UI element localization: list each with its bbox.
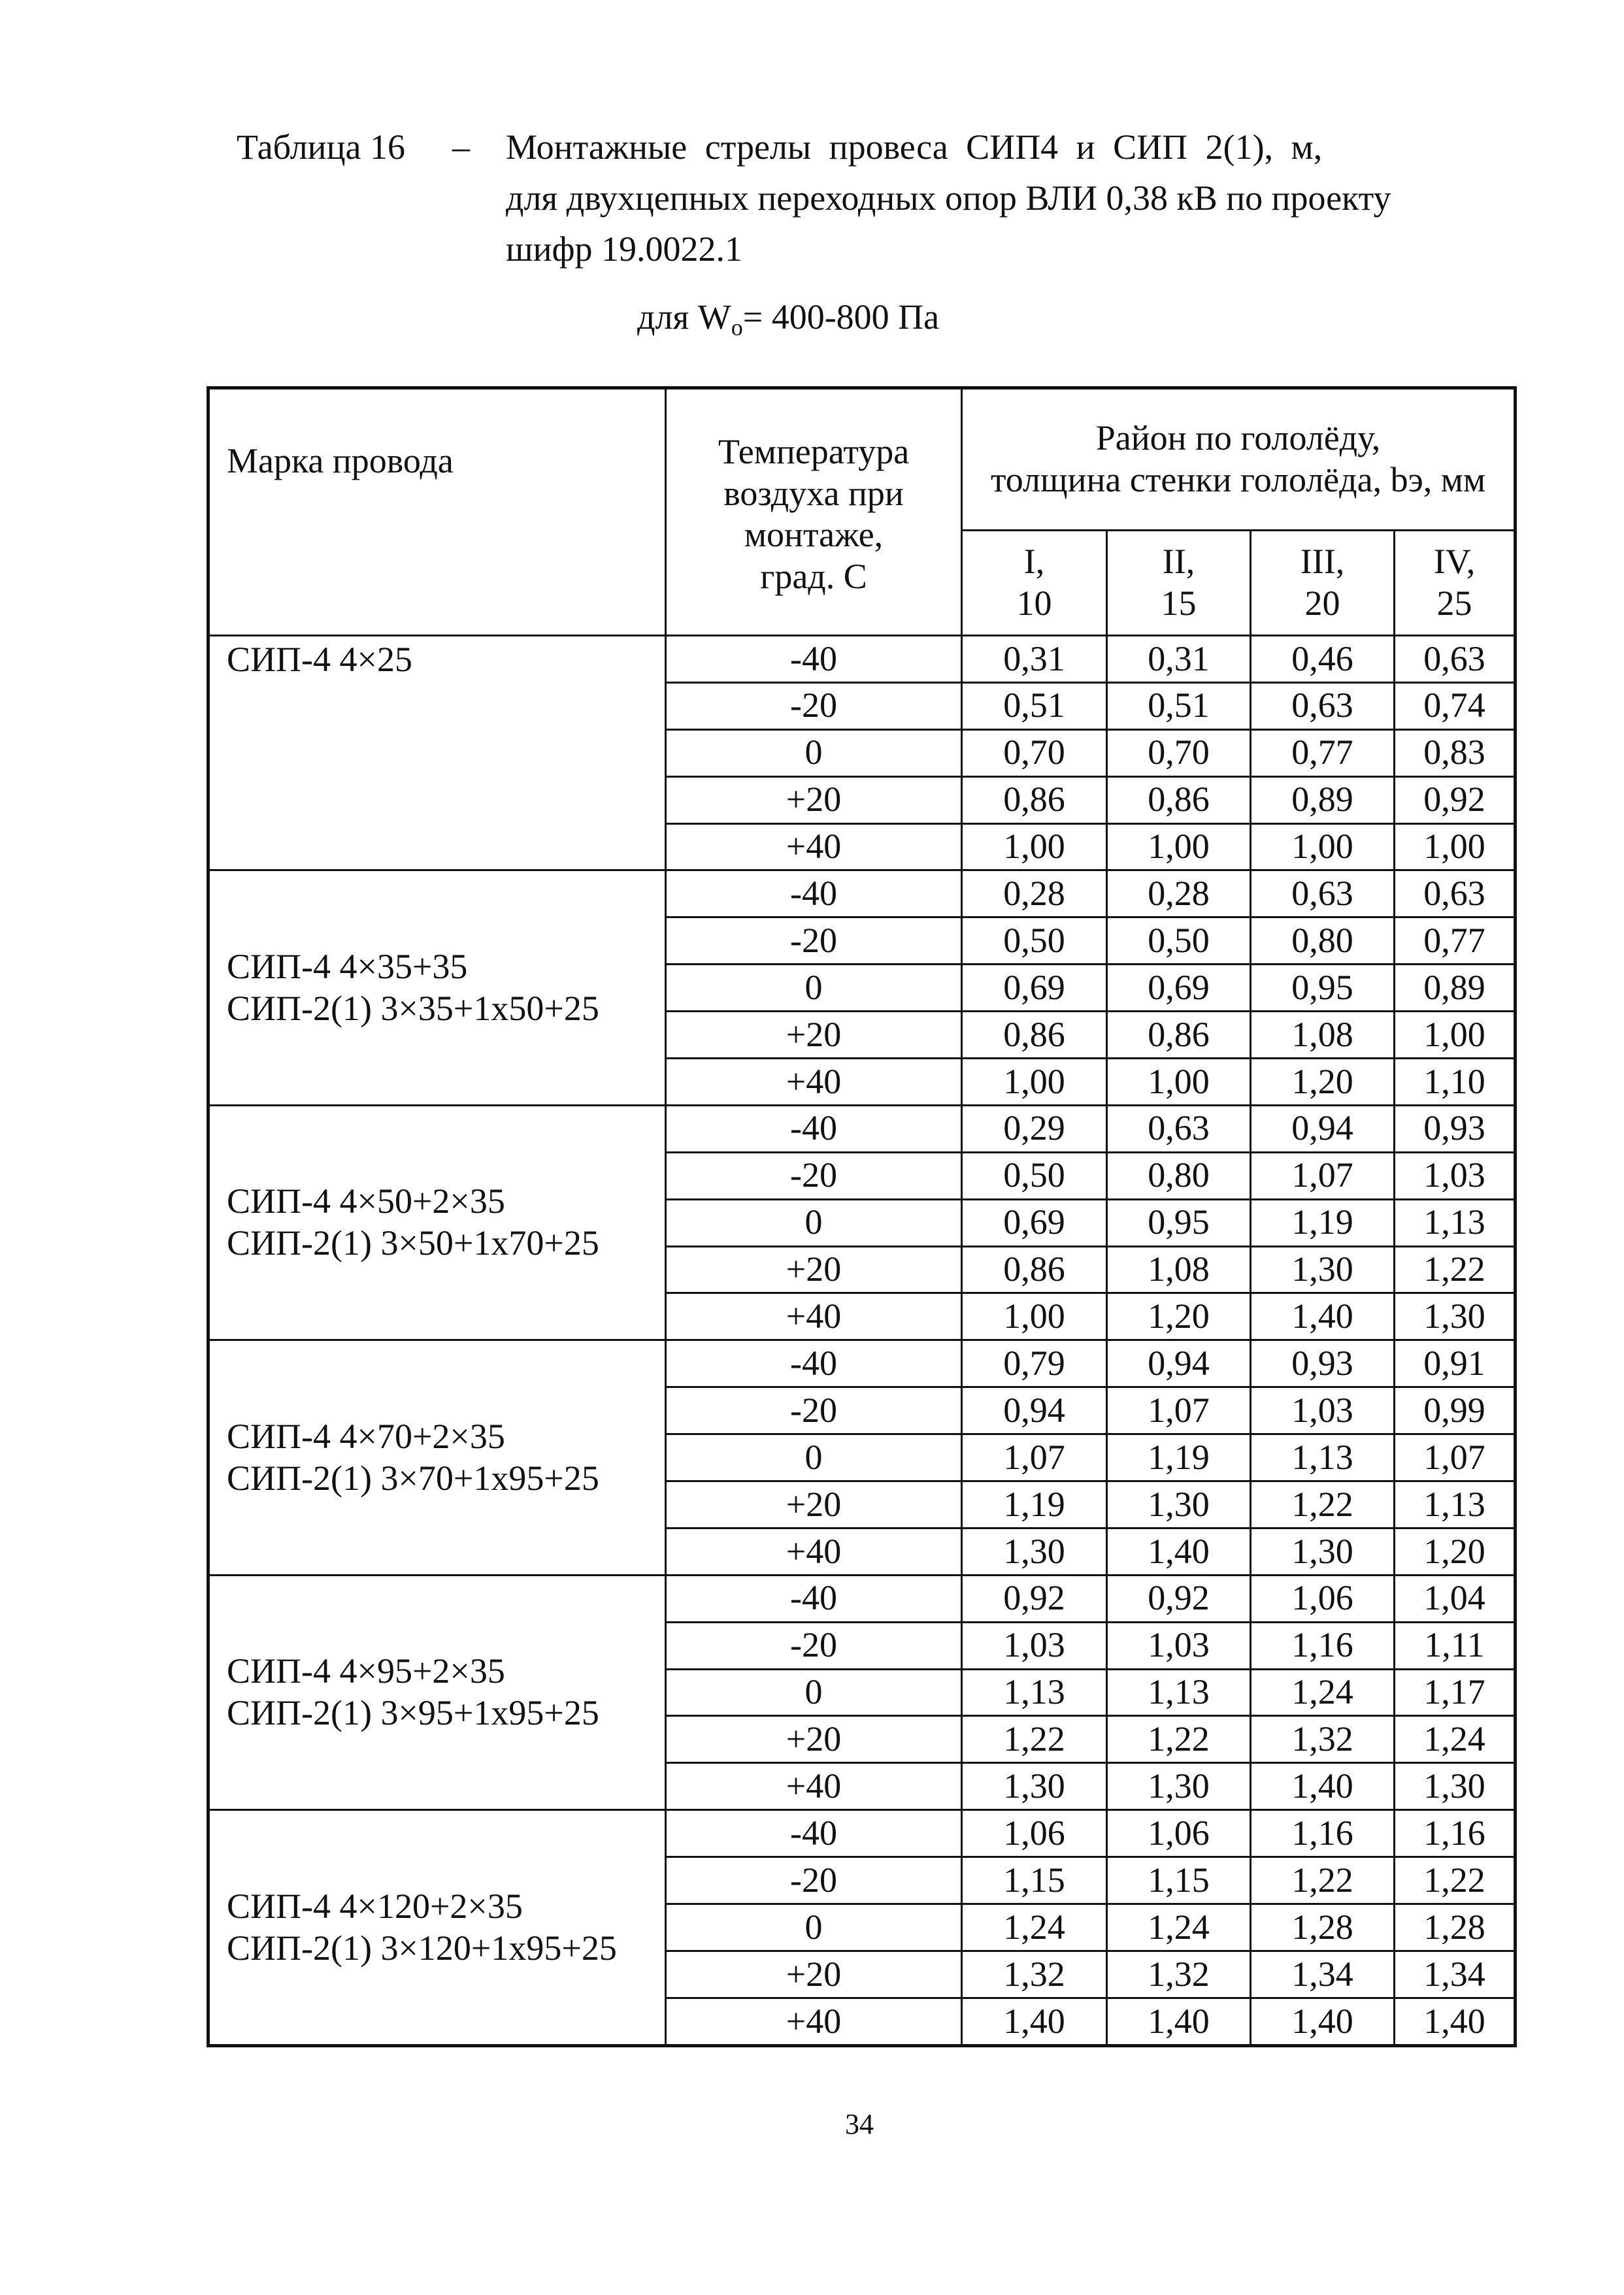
temperature-cell: -40 bbox=[666, 1575, 962, 1622]
sag-value-cell: 0,50 bbox=[962, 1152, 1107, 1199]
sag-value-cell: 0,93 bbox=[1251, 1340, 1395, 1387]
temperature-cell: 0 bbox=[666, 729, 962, 776]
sag-value-cell: 0,69 bbox=[1107, 965, 1251, 1012]
sag-value-cell: 0,95 bbox=[1107, 1199, 1251, 1246]
sag-value-cell: 1,04 bbox=[1395, 1575, 1516, 1622]
sag-value-cell: 1,30 bbox=[962, 1763, 1107, 1810]
sag-value-cell: 1,40 bbox=[1395, 1998, 1516, 2045]
sag-value-cell: 1,00 bbox=[1251, 823, 1395, 870]
sag-value-cell: 0,95 bbox=[1251, 965, 1395, 1012]
sag-value-cell: 0,46 bbox=[1251, 636, 1395, 683]
temperature-cell: +20 bbox=[666, 1716, 962, 1763]
sag-value-cell: 0,94 bbox=[1251, 1105, 1395, 1152]
sag-value-cell: 0,70 bbox=[1107, 729, 1251, 776]
sag-value-cell: 1,15 bbox=[1107, 1857, 1251, 1904]
sag-value-cell: 1,22 bbox=[1251, 1481, 1395, 1528]
sag-value-cell: 1,16 bbox=[1251, 1622, 1395, 1669]
wire-mark: СИП-4 4×70+2×35 bbox=[227, 1416, 505, 1456]
wire-mark: СИП-4 4×25 bbox=[227, 640, 412, 679]
temperature-cell: -40 bbox=[666, 1340, 962, 1387]
sag-value-cell: 1,13 bbox=[1107, 1669, 1251, 1716]
sag-value-cell: 0,69 bbox=[962, 1199, 1107, 1246]
sag-value-cell: 1,24 bbox=[1395, 1716, 1516, 1763]
district-roman: II, bbox=[1162, 542, 1195, 582]
temperature-cell: 0 bbox=[666, 965, 962, 1012]
temperature-cell: -20 bbox=[666, 1152, 962, 1199]
sag-value-cell: 0,86 bbox=[962, 1012, 1107, 1059]
sag-value-cell: 0,86 bbox=[962, 1246, 1107, 1293]
sag-value-cell: 1,20 bbox=[1395, 1528, 1516, 1575]
table-row bbox=[208, 1105, 1516, 1152]
sag-value-cell: 0,50 bbox=[1107, 917, 1251, 965]
sag-value-cell: 0,99 bbox=[1395, 1387, 1516, 1434]
header-district-2 bbox=[1107, 531, 1251, 636]
temperature-cell: +20 bbox=[666, 1481, 962, 1528]
sag-value-cell: 0,80 bbox=[1107, 1152, 1251, 1199]
sag-value-cell: 1,00 bbox=[1395, 1012, 1516, 1059]
sag-value-cell: 0,92 bbox=[1395, 776, 1516, 823]
sag-value-cell: 1,00 bbox=[962, 1059, 1107, 1106]
sag-value-cell: 0,50 bbox=[962, 917, 1107, 965]
sag-value-cell: 1,00 bbox=[1107, 1059, 1251, 1106]
temperature-cell: +40 bbox=[666, 1763, 962, 1810]
sag-value-cell: 1,28 bbox=[1395, 1904, 1516, 1951]
table-title bbox=[506, 122, 1551, 274]
sag-value-cell: 1,32 bbox=[1107, 1951, 1251, 1998]
sag-value-cell: 1,19 bbox=[1251, 1199, 1395, 1246]
sag-value-cell: 0,86 bbox=[1107, 1012, 1251, 1059]
sag-value-cell: 0,92 bbox=[962, 1575, 1107, 1622]
sag-value-cell: 1,40 bbox=[1251, 1763, 1395, 1810]
header-district-4 bbox=[1395, 531, 1516, 636]
temperature-cell: +40 bbox=[666, 823, 962, 870]
temperature-cell: -40 bbox=[666, 870, 962, 917]
sag-value-cell: 1,30 bbox=[1107, 1481, 1251, 1528]
header-ice-district-line: толщина стенки гололёда, bэ, мм bbox=[990, 460, 1486, 499]
sag-value-cell: 1,03 bbox=[1395, 1152, 1516, 1199]
header-temperature bbox=[666, 388, 962, 636]
sag-value-cell: 1,30 bbox=[1395, 1293, 1516, 1340]
sag-value-cell: 0,63 bbox=[1107, 1105, 1251, 1152]
sag-value-cell: 0,86 bbox=[1107, 776, 1251, 823]
sag-value-cell: 0,74 bbox=[1395, 682, 1516, 729]
wire-mark: СИП-4 4×120+2×35 bbox=[227, 1886, 523, 1926]
sag-value-cell: 1,40 bbox=[1251, 1293, 1395, 1340]
sag-value-cell: 1,17 bbox=[1395, 1669, 1516, 1716]
wire-mark: СИП-4 4×95+2×35 bbox=[227, 1651, 505, 1691]
header-ice-district bbox=[962, 388, 1516, 531]
sag-value-cell: 1,40 bbox=[1107, 1998, 1251, 2045]
sag-value-cell: 1,24 bbox=[1107, 1904, 1251, 1951]
wire-mark-cell bbox=[208, 1810, 666, 2046]
sag-value-cell: 1,07 bbox=[962, 1434, 1107, 1481]
wind-subscript: o bbox=[731, 314, 743, 340]
sag-value-cell: 1,20 bbox=[1251, 1059, 1395, 1106]
sag-value-cell: 0,63 bbox=[1395, 636, 1516, 683]
sag-value-cell: 1,13 bbox=[1395, 1199, 1516, 1246]
sag-value-cell: 1,06 bbox=[1107, 1810, 1251, 1857]
sag-value-cell: 1,08 bbox=[1251, 1012, 1395, 1059]
sag-value-cell: 1,30 bbox=[962, 1528, 1107, 1575]
header-temperature-line: монтаже, bbox=[744, 515, 884, 555]
temperature-cell: -20 bbox=[666, 1622, 962, 1669]
header-district-1 bbox=[962, 531, 1107, 636]
sag-value-cell: 1,16 bbox=[1251, 1810, 1395, 1857]
district-thickness: 10 bbox=[1016, 584, 1052, 623]
district-roman: I, bbox=[1023, 542, 1045, 582]
sag-value-cell: 1,00 bbox=[962, 1293, 1107, 1340]
temperature-cell: -20 bbox=[666, 1857, 962, 1904]
wire-mark: СИП-2(1) 3×95+1х95+25 bbox=[227, 1693, 599, 1733]
temperature-cell: -40 bbox=[666, 636, 962, 683]
temperature-cell: -20 bbox=[666, 917, 962, 965]
sag-value-cell: 1,40 bbox=[962, 1998, 1107, 2045]
sag-value-cell: 0,80 bbox=[1251, 917, 1395, 965]
sag-value-cell: 1,13 bbox=[1395, 1481, 1516, 1528]
wire-mark: СИП-2(1) 3×120+1х95+25 bbox=[227, 1928, 617, 1968]
header-temperature-line: воздуха при bbox=[723, 473, 904, 513]
header-temperature-line: Температура bbox=[718, 432, 910, 471]
sag-value-cell: 1,07 bbox=[1395, 1434, 1516, 1481]
sag-value-cell: 1,07 bbox=[1107, 1387, 1251, 1434]
title-line: шифр 19.0022.1 bbox=[506, 229, 742, 269]
temperature-cell: -40 bbox=[666, 1810, 962, 1857]
sag-value-cell: 1,40 bbox=[1251, 1998, 1395, 2045]
header-district-3 bbox=[1251, 531, 1395, 636]
sag-value-cell: 0,63 bbox=[1395, 870, 1516, 917]
sag-table bbox=[207, 386, 1517, 2047]
temperature-cell: +40 bbox=[666, 1998, 962, 2045]
temperature-cell: +20 bbox=[666, 1012, 962, 1059]
sag-value-cell: 0,29 bbox=[962, 1105, 1107, 1152]
temperature-cell: 0 bbox=[666, 1904, 962, 1951]
district-roman: III, bbox=[1300, 542, 1345, 582]
temperature-cell: 0 bbox=[666, 1199, 962, 1246]
district-thickness: 25 bbox=[1436, 584, 1472, 623]
sag-value-cell: 1,13 bbox=[962, 1669, 1107, 1716]
sag-value-cell: 1,22 bbox=[1395, 1857, 1516, 1904]
table-row bbox=[208, 1340, 1516, 1387]
sag-value-cell: 1,00 bbox=[1107, 823, 1251, 870]
sag-value-cell: 1,22 bbox=[1395, 1246, 1516, 1293]
table-row bbox=[208, 870, 1516, 917]
temperature-cell: +20 bbox=[666, 1951, 962, 1998]
sag-value-cell: 1,08 bbox=[1107, 1246, 1251, 1293]
sag-value-cell: 1,19 bbox=[962, 1481, 1107, 1528]
sag-value-cell: 0,31 bbox=[962, 636, 1107, 683]
wire-mark-cell bbox=[208, 636, 666, 870]
sag-value-cell: 0,83 bbox=[1395, 729, 1516, 776]
sag-value-cell: 1,03 bbox=[962, 1622, 1107, 1669]
sag-value-cell: 0,77 bbox=[1251, 729, 1395, 776]
sag-value-cell: 1,30 bbox=[1251, 1528, 1395, 1575]
sag-value-cell: 0,63 bbox=[1251, 682, 1395, 729]
sag-value-cell: 0,89 bbox=[1395, 965, 1516, 1012]
sag-value-cell: 1,34 bbox=[1395, 1951, 1516, 1998]
sag-value-cell: 0,94 bbox=[1107, 1340, 1251, 1387]
sag-value-cell: 0,77 bbox=[1395, 917, 1516, 965]
district-thickness: 15 bbox=[1161, 584, 1197, 623]
sag-value-cell: 1,24 bbox=[962, 1904, 1107, 1951]
temperature-cell: 0 bbox=[666, 1434, 962, 1481]
sag-value-cell: 1,28 bbox=[1251, 1904, 1395, 1951]
wire-mark: СИП-2(1) 3×50+1х70+25 bbox=[227, 1223, 599, 1263]
temperature-cell: -40 bbox=[666, 1105, 962, 1152]
sag-value-cell: 1,07 bbox=[1251, 1152, 1395, 1199]
sag-value-cell: 0,79 bbox=[962, 1340, 1107, 1387]
sag-value-cell: 1,30 bbox=[1251, 1246, 1395, 1293]
sag-value-cell: 1,03 bbox=[1107, 1622, 1251, 1669]
temperature-cell: +40 bbox=[666, 1528, 962, 1575]
sag-value-cell: 1,34 bbox=[1251, 1951, 1395, 1998]
district-thickness: 20 bbox=[1304, 584, 1340, 623]
sag-value-cell: 1,16 bbox=[1395, 1810, 1516, 1857]
wire-mark: СИП-4 4×50+2×35 bbox=[227, 1181, 505, 1221]
wire-mark-cell bbox=[208, 1575, 666, 1809]
sag-value-cell: 0,89 bbox=[1251, 776, 1395, 823]
wind-pressure-note bbox=[637, 291, 939, 353]
wire-mark: СИП-4 4×35+35 bbox=[227, 946, 468, 986]
temperature-cell: -20 bbox=[666, 682, 962, 729]
sag-value-cell: 1,22 bbox=[1251, 1857, 1395, 1904]
sag-value-cell: 0,91 bbox=[1395, 1340, 1516, 1387]
header-ice-district-line: Район по гололёду, bbox=[1095, 418, 1381, 458]
wire-mark: СИП-2(1) 3×70+1х95+25 bbox=[227, 1458, 599, 1498]
sag-value-cell: 1,20 bbox=[1107, 1293, 1251, 1340]
sag-value-cell: 1,32 bbox=[962, 1951, 1107, 1998]
sag-value-cell: 1,32 bbox=[1251, 1716, 1395, 1763]
wire-mark-cell bbox=[208, 1105, 666, 1340]
sag-value-cell: 1,11 bbox=[1395, 1622, 1516, 1669]
header-temperature-line: град. С bbox=[760, 557, 867, 597]
sag-value-cell: 1,06 bbox=[962, 1810, 1107, 1857]
sag-value-cell: 0,51 bbox=[962, 682, 1107, 729]
wind-suffix: = 400-800 Па bbox=[742, 297, 940, 337]
sag-value-cell: 1,24 bbox=[1251, 1669, 1395, 1716]
table-row bbox=[208, 1810, 1516, 1857]
sag-value-cell: 0,28 bbox=[1107, 870, 1251, 917]
sag-value-cell: 1,00 bbox=[962, 823, 1107, 870]
wire-mark: СИП-2(1) 3×35+1х50+25 bbox=[227, 988, 599, 1028]
title-line: Монтажные стрелы провеса СИП4 и СИП 2(1), м, bbox=[506, 127, 1323, 167]
temperature-cell: 0 bbox=[666, 1669, 962, 1716]
sag-value-cell: 1,03 bbox=[1251, 1387, 1395, 1434]
sag-value-cell: 1,22 bbox=[962, 1716, 1107, 1763]
sag-value-cell: 1,30 bbox=[1107, 1763, 1251, 1810]
sag-value-cell: 0,31 bbox=[1107, 636, 1251, 683]
table-row bbox=[208, 636, 1516, 683]
temperature-cell: +20 bbox=[666, 776, 962, 823]
sag-value-cell: 0,70 bbox=[962, 729, 1107, 776]
sag-value-cell: 0,63 bbox=[1251, 870, 1395, 917]
sag-value-cell: 1,00 bbox=[1395, 823, 1516, 870]
table-number: Таблица 16 bbox=[237, 127, 405, 167]
sag-value-cell: 1,13 bbox=[1251, 1434, 1395, 1481]
sag-value-cell: 1,30 bbox=[1395, 1763, 1516, 1810]
table-row bbox=[208, 1575, 1516, 1622]
title-line: для двухцепных переходных опор ВЛИ 0,38 кВ по проекту bbox=[506, 178, 1391, 218]
wire-mark-cell bbox=[208, 1340, 666, 1575]
sag-value-cell: 0,94 bbox=[962, 1387, 1107, 1434]
temperature-cell: +20 bbox=[666, 1246, 962, 1293]
sag-value-cell: 1,10 bbox=[1395, 1059, 1516, 1106]
page-number: 34 bbox=[845, 2108, 874, 2140]
sag-value-cell: 1,19 bbox=[1107, 1434, 1251, 1481]
sag-value-cell: 0,51 bbox=[1107, 682, 1251, 729]
temperature-cell: -20 bbox=[666, 1387, 962, 1434]
sag-value-cell: 1,06 bbox=[1251, 1575, 1395, 1622]
caption-dash: – bbox=[452, 127, 470, 167]
sag-value-cell: 0,92 bbox=[1107, 1575, 1251, 1622]
wire-mark-cell bbox=[208, 870, 666, 1105]
header-wire-mark: Марка провода bbox=[208, 388, 666, 636]
temperature-cell: +40 bbox=[666, 1059, 962, 1106]
sag-value-cell: 0,28 bbox=[962, 870, 1107, 917]
sag-value-cell: 0,93 bbox=[1395, 1105, 1516, 1152]
wind-prefix: для W bbox=[637, 297, 731, 337]
sag-value-cell: 1,40 bbox=[1107, 1528, 1251, 1575]
sag-value-cell: 0,86 bbox=[962, 776, 1107, 823]
sag-value-cell: 1,22 bbox=[1107, 1716, 1251, 1763]
district-roman: IV, bbox=[1433, 542, 1476, 582]
temperature-cell: +40 bbox=[666, 1293, 962, 1340]
sag-value-cell: 1,15 bbox=[962, 1857, 1107, 1904]
sag-value-cell: 0,69 bbox=[962, 965, 1107, 1012]
